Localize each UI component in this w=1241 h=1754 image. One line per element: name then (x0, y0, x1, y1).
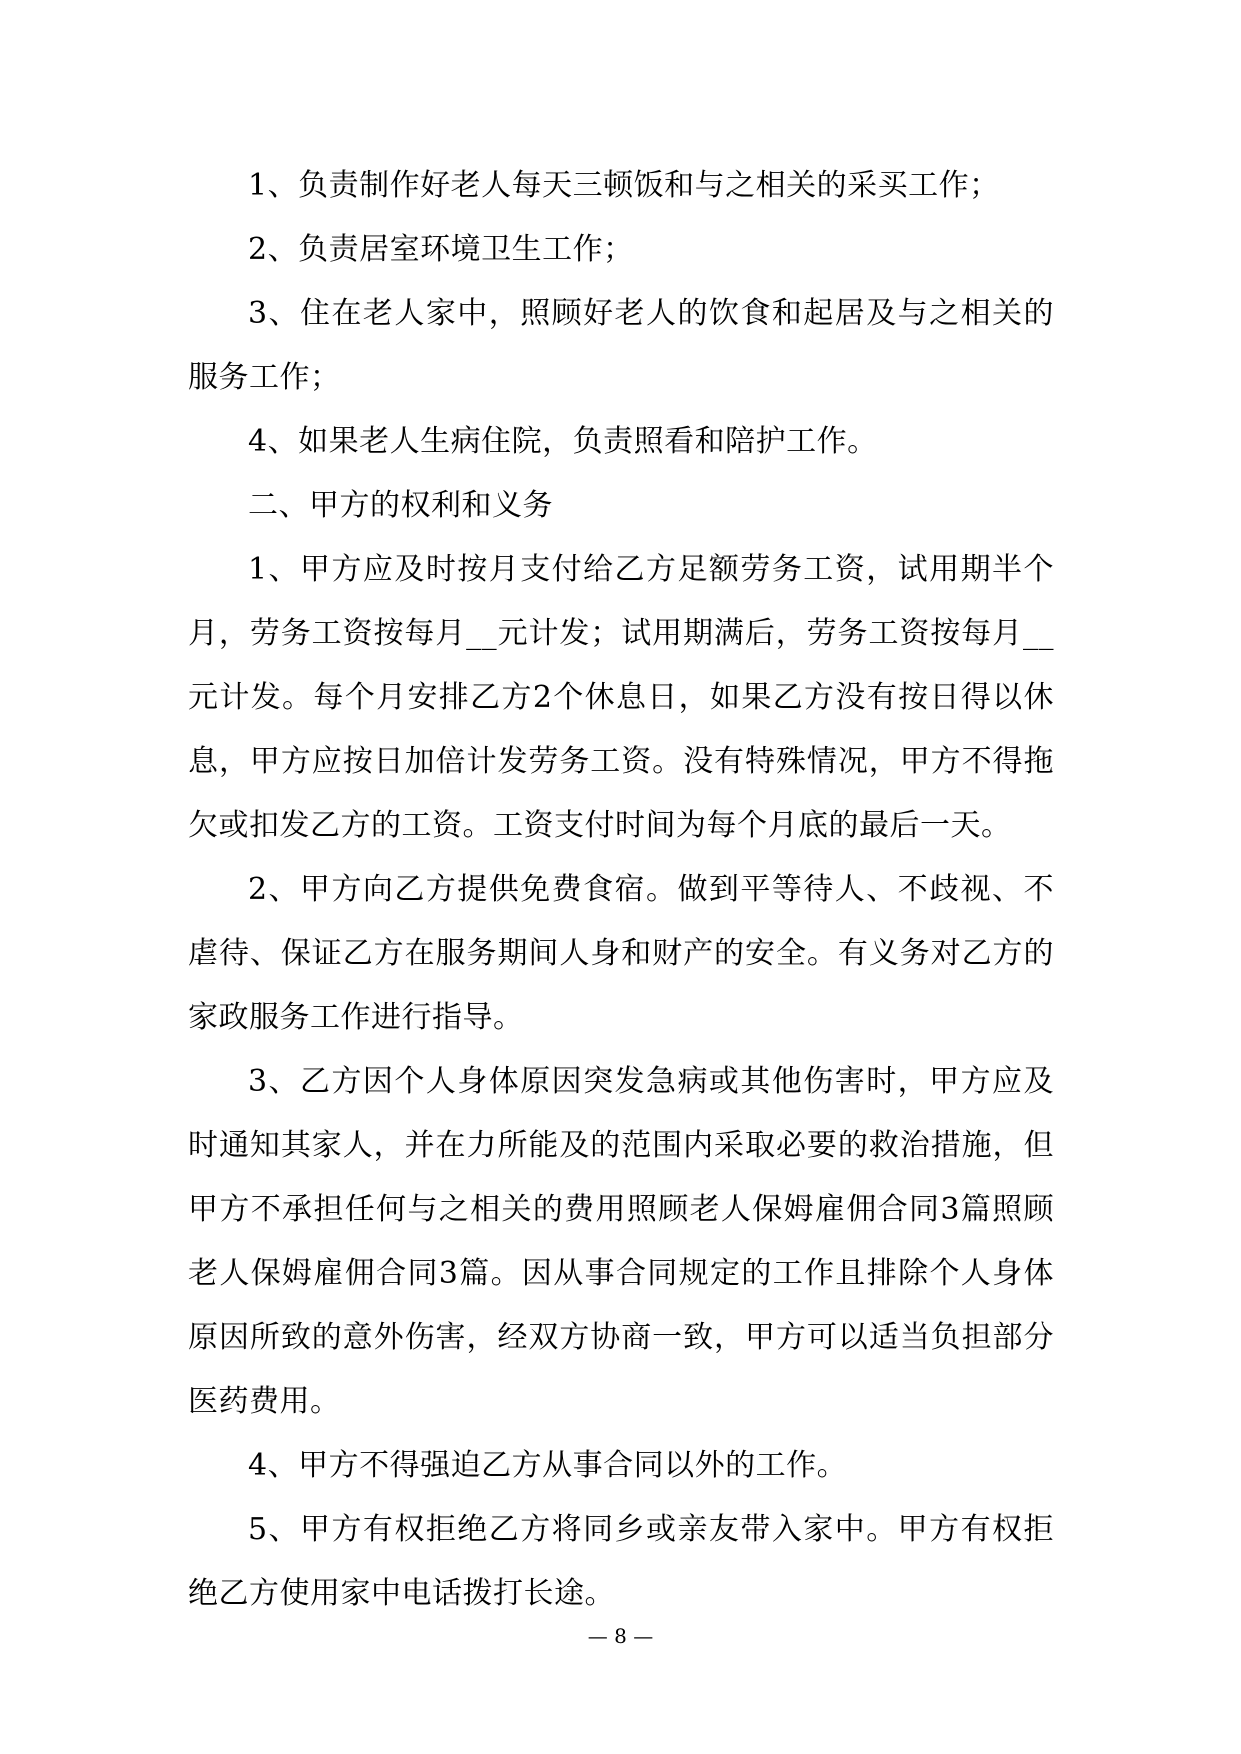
duty-item-4: 4、如果老人生病住院，负责照看和陪护工作。 (248, 424, 878, 459)
duty-item-1: 1、负责制作好老人每天三顿饭和与之相关的采买工作； (248, 168, 1000, 203)
clause-2: 2、甲方向乙方提供免费食宿。做到平等待人、不歧视、不虐待、保证乙方在服务期间人身和财产的安全。有义务对乙方的家政服务工作进行指导。 (188, 872, 1054, 1035)
duty-item-3: 3、住在老人家中，照顾好老人的饮食和起居及与之相关的服务工作； (188, 296, 1054, 395)
duty-item-2: 2、负责居室环境卫生工作； (248, 232, 634, 267)
clause-5: 5、甲方有权拒绝乙方将同乡或亲友带入家中。甲方有权拒绝乙方使用家中电话拨打长途。 (188, 1512, 1054, 1611)
clause-3: 3、乙方因个人身体原因突发急病或其他伤害时，甲方应及时通知其家人，并在力所能及的范围内采取必要的救治措施，但甲方不承担任何与之相关的费用照顾老人保姆雇佣合同3篇照顾老人保姆雇佣合同3篇。因从事合同规定的工作且排除个人身体原因所致的意外伤害，经双方协商一致，甲方可以适当负担部分医药费用。 (188, 1064, 1054, 1419)
clause-4: 4、甲方不得强迫乙方从事合同以外的工作。 (248, 1448, 848, 1483)
page-number: — 8 — (587, 1624, 654, 1648)
document-body (188, 154, 1054, 1626)
section-heading: 二、甲方的权利和义务 (248, 488, 553, 523)
clause-1: 1、甲方应及时按月支付给乙方足额劳务工资，试用期半个月，劳务工资按每月__元计发；试用期满后，劳务工资按每月__元计发。每个月安排乙方2个休息日，如果乙方没有按日得以休息，甲方应按日加倍计发劳务工资。没有特殊情况，甲方不得拖欠或扣发乙方的工资。工资支付时间为每个月底的最后一天。 (188, 552, 1054, 843)
